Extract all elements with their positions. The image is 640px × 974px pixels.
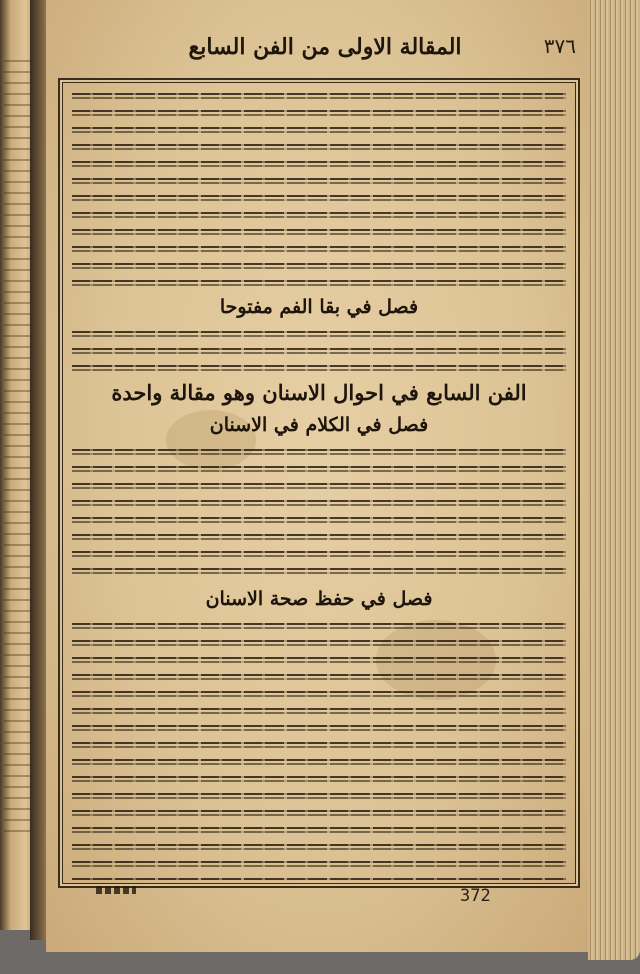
text-block <box>72 618 566 880</box>
folio-number: ٣٧٦ <box>543 34 576 58</box>
part-heading: الفن السابع في احوال الاسنان وهو مقالة واحدة <box>111 380 527 405</box>
text-block <box>72 326 566 378</box>
page-header <box>70 30 580 70</box>
section-heading: فصل في حفظ صحة الاسنان <box>205 588 433 610</box>
text-block <box>72 88 566 292</box>
section-heading: فصل في الكلام في الاسنان <box>209 414 429 436</box>
left-page-text-edge <box>4 60 32 840</box>
catchword <box>96 886 136 894</box>
text-frame <box>58 78 580 888</box>
text-block <box>72 444 566 584</box>
section-heading: فصل في بقا الفم مفتوحا <box>219 296 419 318</box>
page-fore-edge <box>588 0 640 960</box>
running-title: المقالة الاولى من الفن السابع <box>188 34 462 60</box>
page-number: 372 <box>460 886 491 906</box>
